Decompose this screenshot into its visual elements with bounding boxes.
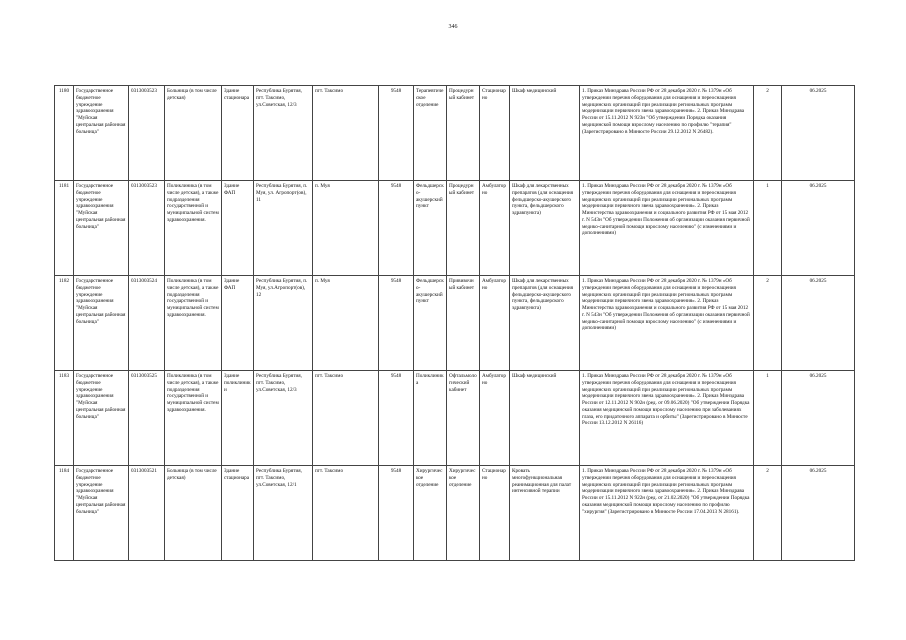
organization-inn: 0313003523 [129, 181, 165, 276]
quantity: 2 [754, 466, 782, 561]
building-name: Здание ФАП [222, 181, 254, 276]
unit-name: Хирургическое отделение [414, 466, 447, 561]
address: Республика Бурятия, пгт. Таксимо, ул.Советская, 12/1 [254, 466, 313, 561]
code: 9548 [379, 466, 414, 561]
organization-inn: 0313003523 [129, 86, 165, 181]
table-row [55, 181, 855, 276]
quantity: 2 [754, 276, 782, 371]
care-mode: Стационарно [480, 466, 510, 561]
code: 9548 [379, 371, 414, 466]
table-row [55, 86, 855, 181]
address: Республика Бурятия, пгт. Таксимо, ул.Советская, 12/3 [254, 86, 313, 181]
care-mode: Амбулаторно [480, 371, 510, 466]
organization-inn: 0313003525 [129, 371, 165, 466]
delivery-date: 06.2025 [782, 466, 855, 561]
quantity: 1 [754, 371, 782, 466]
department-type: Больница (в том числе детская) [165, 86, 222, 181]
code: 9548 [379, 86, 414, 181]
row-number: 1181 [55, 181, 74, 276]
code: 9548 [379, 181, 414, 276]
delivery-date: 06.2025 [782, 181, 855, 276]
quantity: 2 [754, 86, 782, 181]
code: 9548 [379, 276, 414, 371]
care-mode: Амбулаторно [480, 181, 510, 276]
department-type: Поликлиника (в том числе детская), а также подразделения государственной и муниципальной систем здравоохранения. [165, 181, 222, 276]
regulatory-basis: 1. Приказ Минздрава России РФ от 28 декабря 2020 г. № 1379н «Об утверждении перечня оборудования для оснащения и переоснащения медицинских организаций при реализации региональных программ модернизации первичного звена здравоохранения». 2. Приказ Минздрава России от 15.11.2012 N 922н (ред. от 21.02.2020) "Об утверждении Порядка оказания медицинской помощи взрослому населению по профилю "хирургия" (Зарегистрировано в Минюсте России 17.04.2013 N 28161). [580, 466, 754, 561]
equipment-name: Шкаф для лекарственных препаратов (для оснащения фельдшерско-акушерского пункта, фельдшерского здравпункта) [510, 276, 580, 371]
room-name: Хирургическое отделение [447, 466, 480, 561]
address: Республика Бурятия, п. Муя, ул. Агропорт(ов), 11 [254, 181, 313, 276]
room-name: Процедурный кабинет [447, 86, 480, 181]
address: Республика Бурятия, п. Муя, ул.Агропорт(ов), 12 [254, 276, 313, 371]
regulatory-basis: 1. Приказ Минздрава России РФ от 28 декабря 2020 г. № 1379н «Об утверждении перечня оборудования для оснащения и переоснащения медицинских организаций при реализации региональных программ модернизации первичного звена здравоохранения». 2. Приказ Минздрава России от 15.11.2012 N 923н "Об утверждении Порядка оказания медицинской помощи взрослому населению по профилю "терапия" (Зарегистрировано в Минюсте России 29.12.2012 N 26482). [580, 86, 754, 181]
regulatory-basis: 1. Приказ Минздрава России РФ от 28 декабря 2020 г. № 1379н «Об утверждении перечня оборудования для оснащения и переоснащения медицинских организаций при реализации региональных программ модернизации первичного звена здравоохранения». 2. Приказ Министерства здравоохранения и социального развития РФ от 15 мая 2012 г. N 543н "Об утверждении Положения об организации оказания первичной медико-санитарной помощи взрослому населению" (с изменениями и дополнениями) [580, 276, 754, 371]
table-row [55, 466, 855, 561]
department-type: Поликлиника (в том числе детская), а также подразделения государственной и муниципальной систем здравоохранения. [165, 276, 222, 371]
regulatory-basis: 1. Приказ Минздрава России РФ от 28 декабря 2020 г. № 1379н «Об утверждении перечня оборудования для оснащения и переоснащения медицинских организаций при реализации региональных программ модернизации первичного звена здравоохранения». 2. Приказ Минздрава России от 12.11.2012 N 902н (ред. от 09.06.2020) "Об утверждении Порядка оказания медицинской помощи взрослому населению при заболеваниях глаза, его придаточного аппарата и орбиты" (Зарегистрировано в Минюсте России 13.12.2012 N 26116) [580, 371, 754, 466]
equipment-name: Шкаф для лекарственных препаратов (для оснащения фельдшерско-акушерского пункта, фельдшерского здравпункта) [510, 181, 580, 276]
organization-name: Государственное бюджетное учреждение здравоохранения "Муйская центральная районная больница" [74, 181, 129, 276]
row-number: 1183 [55, 371, 74, 466]
care-mode: Стационарно [480, 86, 510, 181]
unit-name: Терапевтическое отделение [414, 86, 447, 181]
address: Республика Бурятия, пгт. Таксимо, ул.Советская, 12/3 [254, 371, 313, 466]
settlement: п. Муя [313, 276, 379, 371]
organization-name: Государственное бюджетное учреждение здравоохранения "Муйская центральная районная больница" [74, 371, 129, 466]
settlement: пгт. Таксимо [313, 466, 379, 561]
settlement: пгт. Таксимо [313, 86, 379, 181]
page-number: 346 [448, 24, 458, 30]
organization-name: Государственное бюджетное учреждение здравоохранения "Муйская центральная районная больница" [74, 276, 129, 371]
regulatory-basis: 1. Приказ Минздрава России РФ от 28 декабря 2020 г. № 1379н «Об утверждении перечня оборудования для оснащения и переоснащения медицинских организаций при реализации региональных программ модернизации первичного звена здравоохранения». 2. Приказ Министерства здравоохранения и социального развития РФ от 15 мая 2012 г. N 543н "Об утверждении Положения об организации оказания первичной медико-санитарной помощи взрослому населению" (с изменениями и дополнениями) [580, 181, 754, 276]
room-name: Офтальмологический кабинет [447, 371, 480, 466]
care-mode: Амбулаторно [480, 276, 510, 371]
unit-name: Фельдшерско-акушерский пункт [414, 276, 447, 371]
department-type: Больница (в том числе детская) [165, 466, 222, 561]
organization-inn: 0313003524 [129, 276, 165, 371]
organization-name: Государственное бюджетное учреждение здравоохранения "Муйская центральная районная больница" [74, 466, 129, 561]
settlement: пгт. Таксимо [313, 371, 379, 466]
equipment-name: Кровать многофункциональная реанимационная для палат интенсивной терапии [510, 466, 580, 561]
unit-name: Поликлиника [414, 371, 447, 466]
row-number: 1184 [55, 466, 74, 561]
row-number: 1182 [55, 276, 74, 371]
table-row [55, 371, 855, 466]
building-name: Здание стационара [222, 466, 254, 561]
organization-inn: 0313003521 [129, 466, 165, 561]
quantity: 1 [754, 181, 782, 276]
building-name: Здание ФАП [222, 276, 254, 371]
row-number: 1180 [55, 86, 74, 181]
room-name: Процедурный кабинет [447, 181, 480, 276]
unit-name: Фельдшерско-акушерский пункт [414, 181, 447, 276]
equipment-register-table [54, 85, 855, 561]
delivery-date: 06.2025 [782, 86, 855, 181]
room-name: Прививочный кабинет [447, 276, 480, 371]
delivery-date: 06.2025 [782, 276, 855, 371]
organization-name: Государственное бюджетное учреждение здравоохранения "Муйская центральная районная больница" [74, 86, 129, 181]
building-name: Здание поликлиники [222, 371, 254, 466]
building-name: Здание стационара [222, 86, 254, 181]
table-row [55, 276, 855, 371]
equipment-name: Шкаф медицинский [510, 86, 580, 181]
equipment-name: Шкаф медицинский [510, 371, 580, 466]
settlement: п. Муя [313, 181, 379, 276]
delivery-date: 06.2025 [782, 371, 855, 466]
department-type: Поликлиника (в том числе детская), а также подразделения государственной и муниципальной систем здравоохранения. [165, 371, 222, 466]
